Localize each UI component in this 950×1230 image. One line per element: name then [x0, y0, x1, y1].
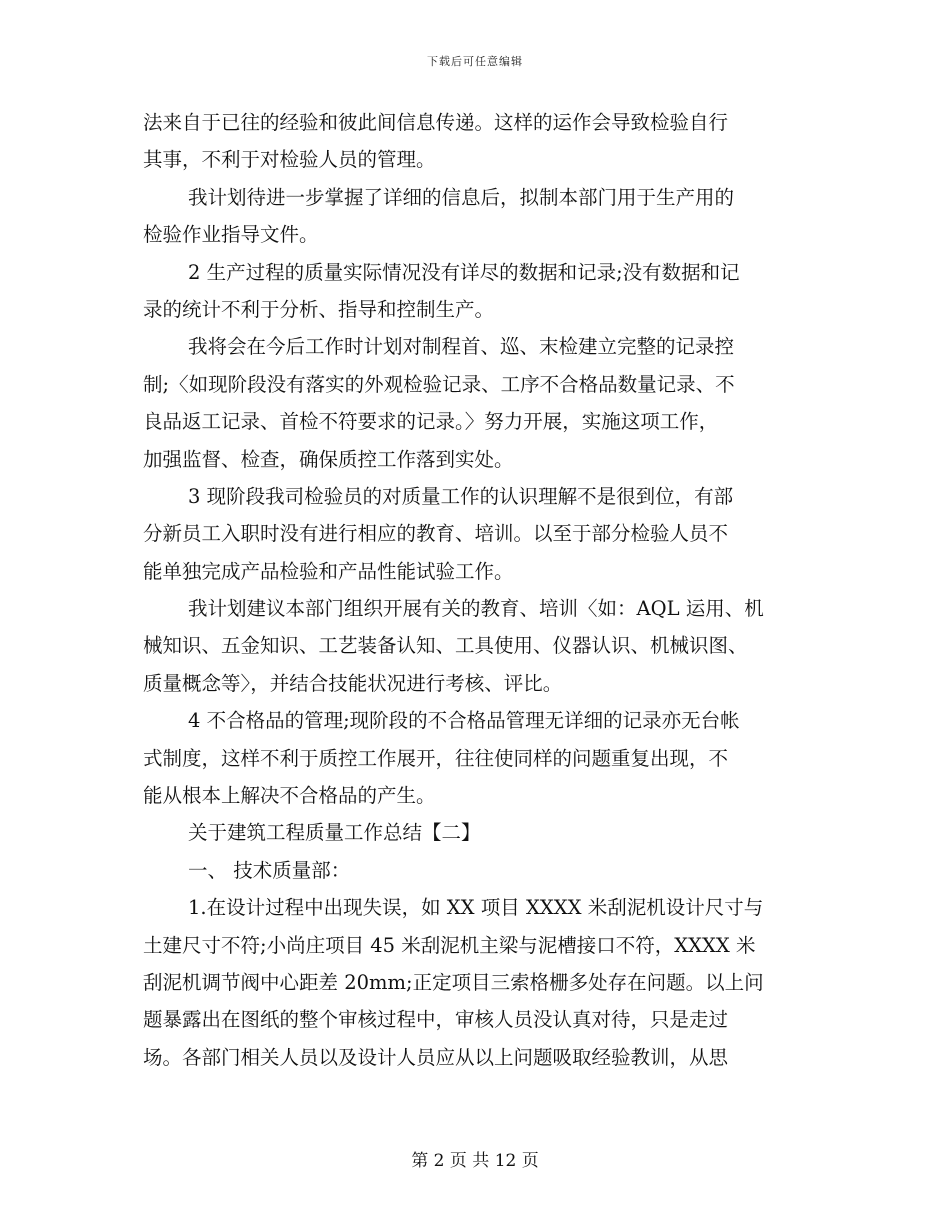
text-line: 加强监督、检查，确保质控工作落到实处。 — [143, 447, 514, 471]
text-line: 4 不合格品的管理;现阶段的不合格品管理无详细的记录亦无台帐 — [188, 709, 740, 733]
text-line: 分新员工入职时没有进行相应的教育、培训。以至于部分检验人员不 — [143, 522, 729, 546]
text-line: 2 生产过程的质量实际情况没有详尽的数据和记录;没有数据和记 — [188, 260, 740, 284]
document-body — [143, 104, 807, 1076]
text-line: 一、 技术质量部： — [188, 858, 351, 882]
text-line: 1.在设计过程中出现失误，如 XX 项目 XXXX 米刮泥机设计尺寸与 — [188, 896, 764, 920]
text-line: 式制度，这样不利于质控工作展开，往往使同样的问题重复出现，不 — [143, 746, 729, 770]
text-line: 我计划待进一步掌握了详细的信息后，拟制本部门用于生产用的 — [188, 185, 735, 209]
text-line: 械知识、五金知识、工艺装备认知、工具使用、仪器认识、机械识图、 — [143, 634, 748, 658]
text-line: 制;〈如现阶段没有落实的外观检验记录、工序不合格品数量记录、不 — [143, 372, 735, 396]
text-line: 关于建筑工程质量工作总结【二】 — [188, 821, 481, 845]
text-line: 场。各部门相关人员以及设计人员应从以上问题吸取经验教训，从思 — [143, 1045, 729, 1069]
text-line: 我将会在今后工作时计划对制程首、巡、末检建立完整的记录控 — [188, 335, 735, 359]
page-header-note: 下载后可任意编辑 — [427, 55, 523, 68]
text-line: 3 现阶段我司检验员的对质量工作的认识理解不是很到位，有部 — [188, 484, 734, 508]
text-line: 法来自于已往的经验和彼此间信息传递。这样的运作会导致检验自行 — [143, 111, 729, 134]
text-line: 良品返工记录、首检不符要求的记录。〉努力开展，实施这项工作， — [143, 410, 719, 434]
text-line: 质量概念等〉，并结合技能状况进行考核、评比。 — [143, 671, 563, 695]
text-line: 刮泥机调节阀中心距差 20mm;正定项目三索格栅多处存在问题。以上问 — [143, 970, 764, 994]
text-line: 我计划建议本部门组织开展有关的教育、培训〈如：AQL 运用、机 — [188, 597, 764, 621]
text-line: 题暴露出在图纸的整个审核过程中，审核人员没认真对待，只是走过 — [143, 1008, 729, 1032]
text-line: 土建尺寸不符;小尚庄项目 45 米刮泥机主梁与泥槽接口不符，XXXX 米 — [143, 933, 756, 957]
page-number-footer: 第 2 页 共 12 页 — [411, 1151, 539, 1171]
text-line: 录的统计不利于分析、指导和控制生产。 — [143, 297, 495, 321]
text-line: 其事，不利于对检验人员的管理。 — [143, 148, 436, 172]
text-line: 检验作业指导文件。 — [143, 223, 319, 247]
text-line: 能从根本上解决不合格品的产生。 — [143, 784, 436, 808]
text-line: 能单独完成产品检验和产品性能试验工作。 — [143, 559, 514, 583]
